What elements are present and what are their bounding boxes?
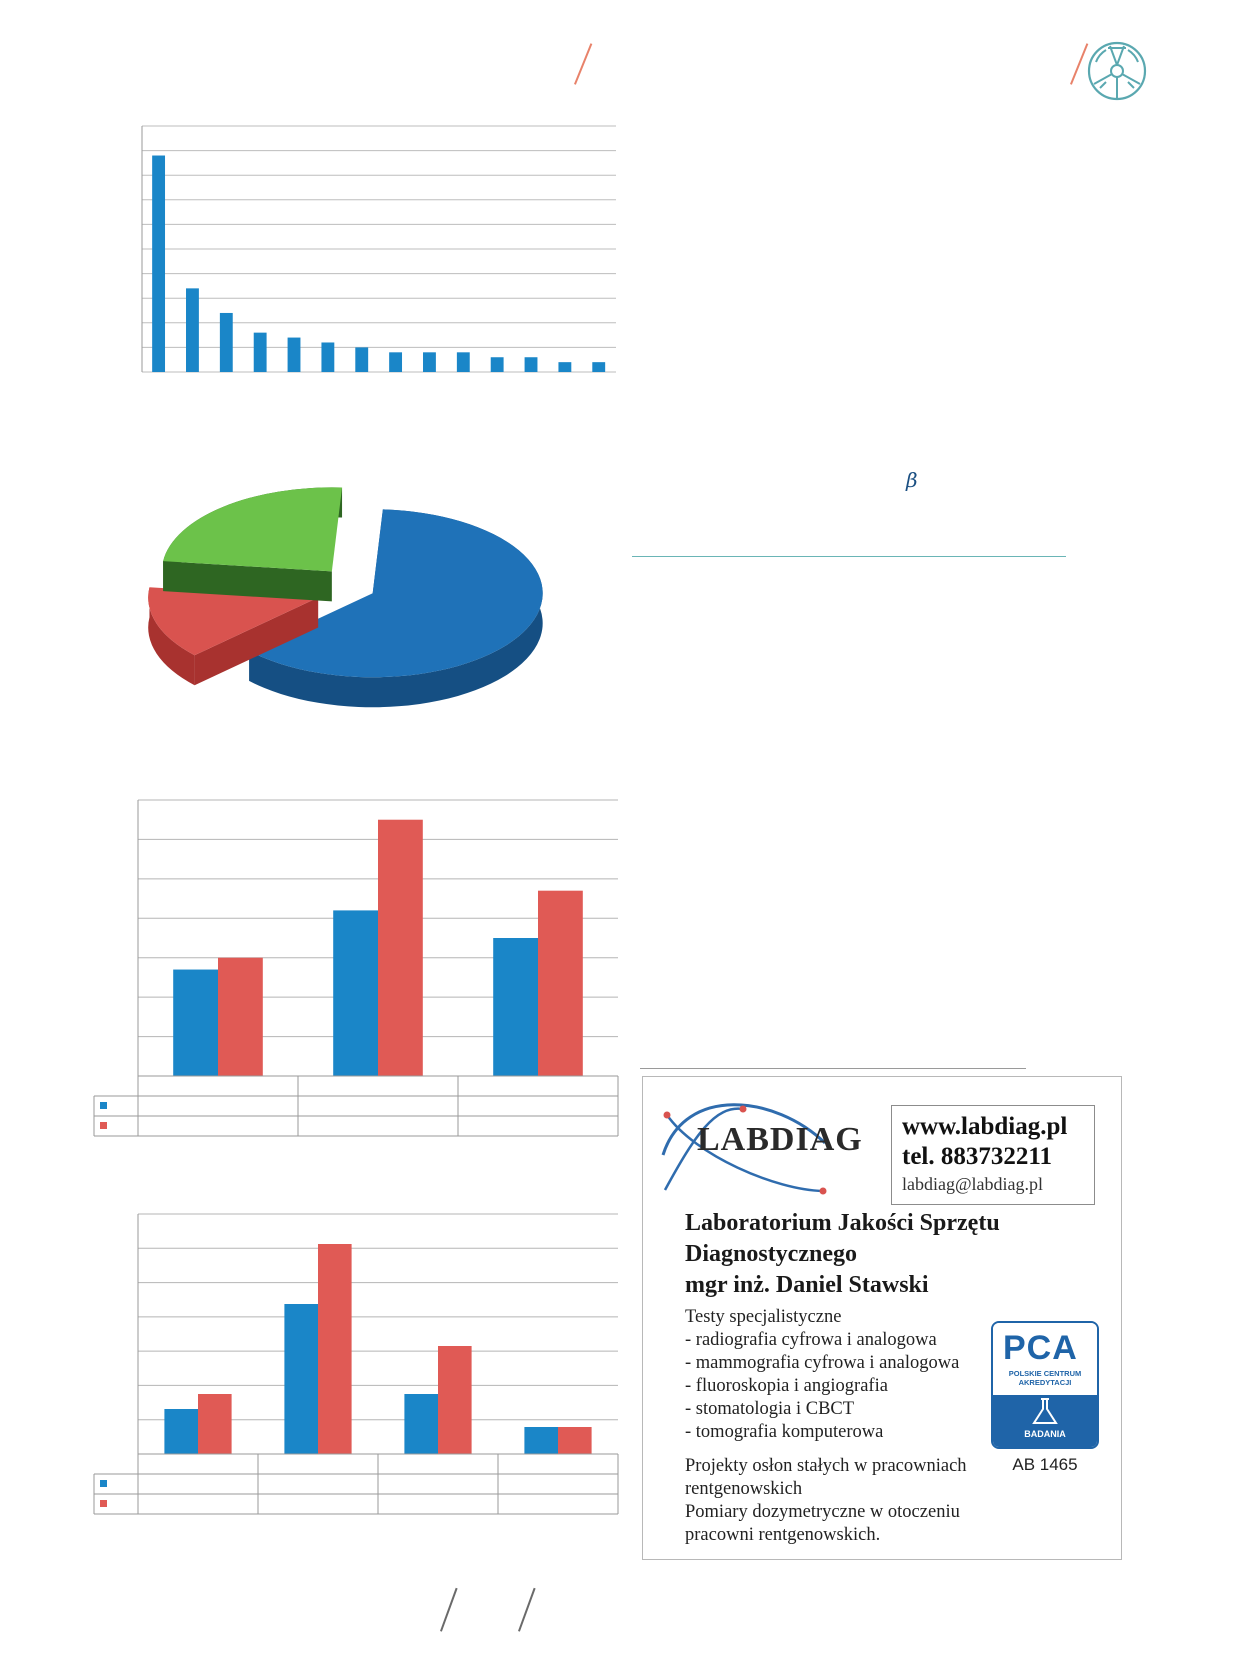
bar (423, 352, 436, 372)
footer-slash-right (518, 1588, 535, 1632)
labdiag-logo-text: LABDIAG (697, 1121, 863, 1158)
ad-title-line2: Diagnostycznego (685, 1241, 857, 1267)
pca-subtitle (997, 1369, 1093, 1387)
bar (318, 1244, 352, 1454)
labdiag-advertisement (642, 1076, 1122, 1560)
legend-key (100, 1122, 107, 1129)
chart-pie (150, 510, 570, 730)
bar (164, 1409, 198, 1454)
legend-key (100, 1102, 107, 1109)
projects-line1: Projekty osłon stałych w pracowniach (685, 1456, 967, 1476)
list-item: - mammografia cyfrowa i analogowa (685, 1353, 960, 1373)
pca-accreditation-badge (991, 1321, 1099, 1449)
bar (404, 1394, 438, 1454)
flask-icon (1029, 1397, 1061, 1427)
bar (438, 1346, 472, 1454)
projects-line2: rentgenowskich (685, 1479, 803, 1499)
bar (378, 820, 423, 1076)
bar (186, 288, 199, 372)
bar (254, 333, 267, 372)
ad-title-line3: mgr inż. Daniel Stawski (685, 1272, 929, 1298)
chart-frequency-bars (140, 124, 620, 384)
legend-key (100, 1480, 107, 1487)
bar (284, 1304, 318, 1454)
pca-subtitle-line2: AKREDYTACJI (1018, 1378, 1072, 1387)
projects-text (685, 1455, 1005, 1547)
list-item: - fluoroskopia i angiografia (685, 1376, 888, 1396)
accreditation-code: AB 1465 (1012, 1455, 1078, 1474)
chart4-svg (94, 1210, 624, 1522)
pca-letters: PCA (1003, 1329, 1078, 1367)
bar (220, 313, 233, 372)
chart3-svg (94, 796, 624, 1136)
bar (524, 1427, 558, 1454)
chart2-svg (150, 510, 570, 730)
tests-heading: Testy specjalistyczne (685, 1307, 842, 1327)
bar (592, 362, 605, 372)
pca-badania-label: BADANIA (1024, 1429, 1066, 1439)
chart-grouped-bars-3 (94, 796, 624, 1136)
list-item: - stomatologia i CBCT (685, 1399, 855, 1419)
chart1-svg (140, 124, 620, 384)
bar (152, 156, 165, 372)
bar (525, 357, 538, 372)
projects-line3: Pomiary dozymetryczne w otoczeniu (685, 1502, 960, 1522)
bar (538, 891, 583, 1076)
pie-slice (163, 487, 342, 571)
bar (558, 1427, 592, 1454)
bar (218, 958, 263, 1076)
bar (558, 362, 571, 372)
bar (493, 938, 538, 1076)
section-divider-teal (632, 556, 1066, 557)
email-link[interactable]: labdiag@labdiag.pl (902, 1174, 1044, 1194)
list-item: - tomografia komputerowa (685, 1422, 884, 1442)
bar (355, 347, 368, 372)
legend-key (100, 1500, 107, 1507)
section-divider-grey (640, 1068, 1026, 1069)
bar (333, 910, 378, 1076)
header-accent-slash-left (574, 43, 592, 84)
ad-title (685, 1208, 1085, 1301)
bar (173, 970, 218, 1076)
projects-line4: pracowni rentgenowskich. (685, 1525, 881, 1545)
chart-grouped-bars-4 (94, 1210, 624, 1522)
pca-subtitle-line1: POLSKIE CENTRUM (1008, 1369, 1082, 1378)
ad-title-line1: Laboratorium Jakości Sprzętu (685, 1210, 1000, 1236)
phone-number: tel. 883732211 (902, 1143, 1052, 1170)
bar (389, 352, 402, 372)
footer-slash-left (440, 1588, 457, 1632)
list-item: - radiografia cyfrowa i analogowa (685, 1330, 937, 1350)
bar (491, 357, 504, 372)
bar (198, 1394, 232, 1454)
contact-box (891, 1105, 1095, 1205)
website-link[interactable]: www.labdiag.pl (902, 1113, 1068, 1140)
bar (288, 338, 301, 372)
bar (321, 342, 334, 372)
bar (457, 352, 470, 372)
radiation-trefoil-icon (1086, 40, 1148, 102)
beta-symbol: β (906, 468, 918, 492)
tests-list (685, 1306, 985, 1444)
